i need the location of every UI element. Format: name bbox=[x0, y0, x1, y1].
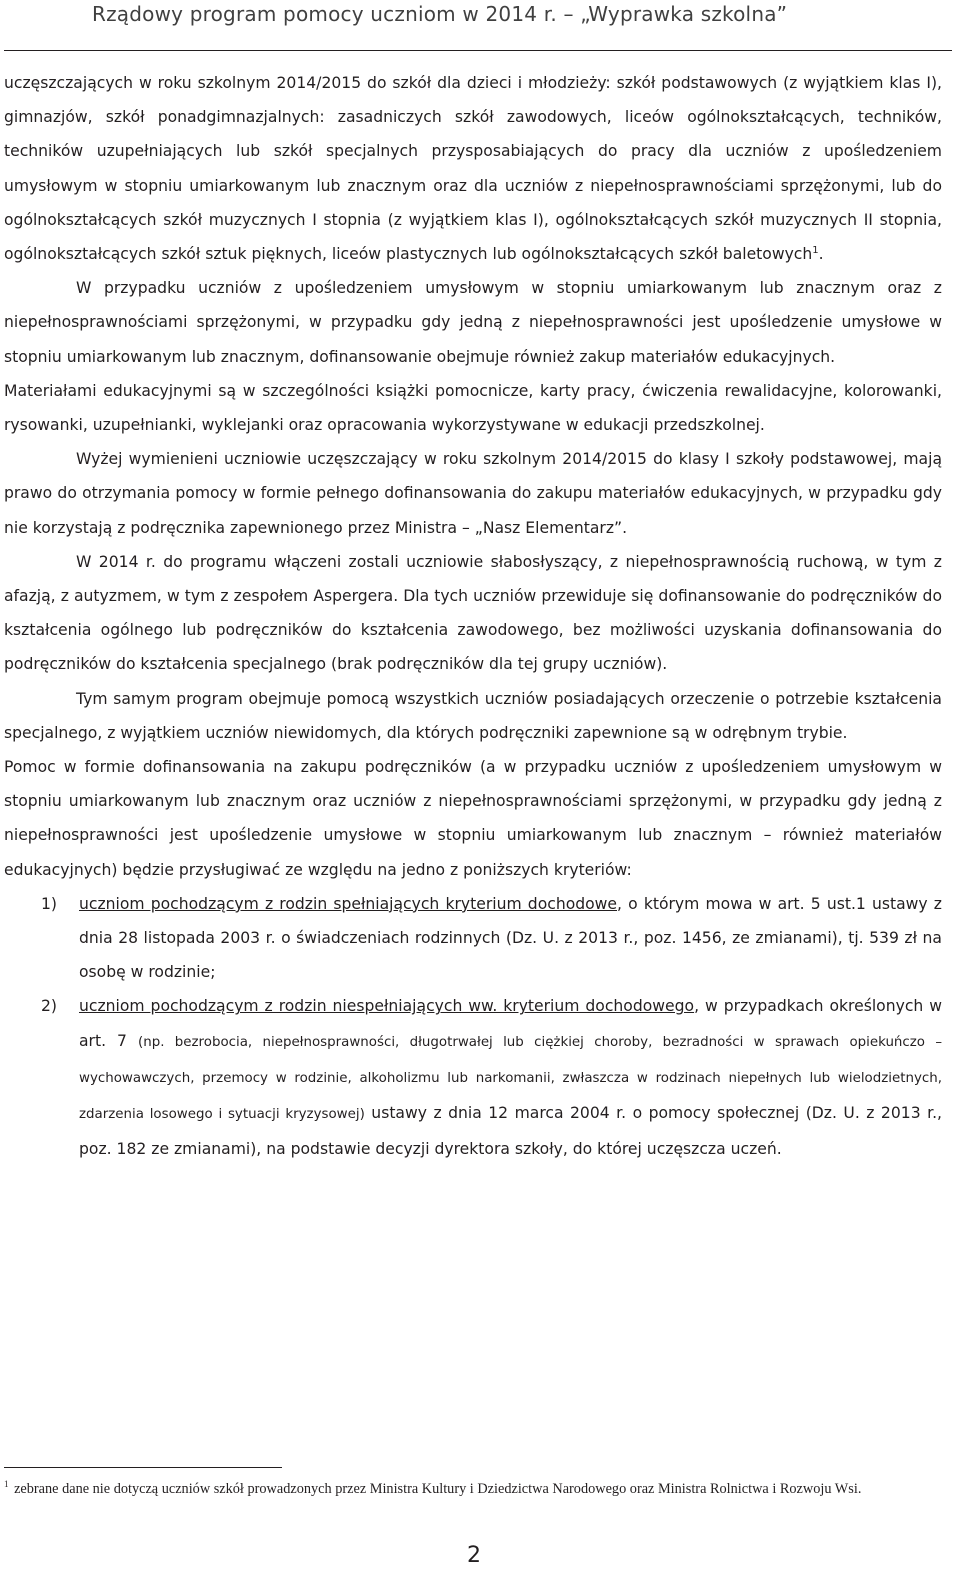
criterion-non-income-text: , w przypadkach określonych w art. 7 bbox=[79, 997, 942, 1050]
criterion-income-text: , o którym mowa w art. 5 ust.1 ustawy z dnia 28 listopada 2003 r. o świadczeniach rodzinnych (Dz. U. z 2013 r., poz. 1456, ze zmianami), tj. 539 zł na osobę w rodzinie; bbox=[79, 894, 942, 982]
paragraph-first-grade: Wyżej wymienieni uczniowie uczęszczający w roku szkolnym 2014/2015 do klasy I szkoły podstawowej, mają prawo do otrzymania pomocy w formie pełnego dofinansowania do zakupu materiałów edukacyjnych, w przypadku gdy nie korzystają z podręcznika zapewnionego przez Ministra – „Nasz Elementarz”. bbox=[4, 450, 942, 537]
paragraph-eligible-schools-text: uczęszczających w roku szkolnym 2014/2015 do szkół dla dzieci i młodzieży: szkół podstawowych (z wyjątkiem klas I), gimnazjów, szkół ponadgimnazjalnych: zasadniczych szkół zawodowych, liceów ogólnokształcących, techników, techników uzupełniających lub szkół specjalnych przysposabiających do pracy dla uczniów z upośledzeniem umysłowym w stopniu umiarkowanym lub znacznym oraz dla uczniów z niepełnosprawnościami sprzężonymi, lub do ogólnokształcących szkół muzycznych I stopnia (z wyjątkiem klas I), ogólnokształcących szkół muzycznych II stopnia, ogólnokształcących szkół sztuk pięknych, liceów plastycznych lub ogólnokształcących szkół baletowych bbox=[4, 74, 942, 264]
list-item-number: 2) bbox=[41, 997, 58, 1016]
header-divider bbox=[4, 50, 952, 51]
criterion-non-income-text-end: ustawy z dnia 12 marca 2004 r. o pomocy społecznej (Dz. U. z 2013 r., poz. 182 ze zmianami), na podstawie decyzji dyrektora szkoły, do której uczęszcza uczeń. bbox=[79, 1104, 942, 1159]
footnote-text: zebrane dane nie dotyczą uczniów szkół prowadzonych przez Ministra Kultury i Dziedzictwa Narodowego oraz Ministra Rolnictwa i Rozwoju Wsi. bbox=[10, 1481, 862, 1497]
document-body bbox=[4, 66, 942, 1167]
footnote-reference[interactable]: 1 bbox=[812, 245, 819, 257]
paragraph-criteria-intro: Pomoc w formie dofinansowania na zakupu podręczników (a w przypadku uczniów z upośledzeniem umysłowym w stopniu umiarkowanym lub znacznym oraz uczniów z niepełnosprawnościami sprzężonymi, w przypadku gdy jedną z niepełnosprawności jest upośledzenie umysłowe w stopniu umiarkowanym lub znacznym – również materiałów edukacyjnych) będzie przysługiwać ze względu na jedno z poniższych kryteriów: bbox=[4, 758, 942, 879]
footnote-mark: 1 bbox=[4, 1479, 9, 1489]
paragraph-materials-definition: Materiałami edukacyjnymi są w szczególności książki pomocnicze, karty pracy, ćwiczenia rewalidacyjne, kolorowanki, rysowanki, uzupełnianki, wyklejanki oraz opracowania wykorzystywane w edukacji przedszkolnej. bbox=[4, 381, 942, 435]
footnote bbox=[4, 1477, 904, 1501]
footnote-divider bbox=[4, 1467, 282, 1468]
paragraph-educational-materials: W przypadku uczniów z upośledzeniem umysłowym w stopniu umiarkowanym lub znacznym oraz z niepełnosprawnościami sprzężonymi, w przypadku gdy jedną z niepełnosprawności jest upośledzenie umysłowe w stopniu umiarkowanym lub znacznym, dofinansowanie obejmuje również zakup materiałów edukacyjnych. bbox=[4, 279, 942, 366]
page-header-title: Rządowy program pomocy uczniom w 2014 r. – „Wyprawka szkolna” bbox=[92, 2, 788, 26]
criteria-list-item bbox=[4, 887, 942, 990]
criteria-list bbox=[4, 887, 942, 1167]
criteria-list-item bbox=[4, 989, 942, 1166]
criterion-income-heading: uczniom pochodzącym z rodzin spełniających kryterium dochodowe bbox=[79, 894, 618, 913]
paragraph-2014-inclusion: W 2014 r. do programu włączeni zostali uczniowie słabosłyszący, z niepełnosprawnością ruchową, w tym z afazją, z autyzmem, w tym z zespołem Aspergera. Dla tych uczniów przewiduje się dofinansowanie do podręczników do kształcenia ogólnego lub podręczników do kształcenia zawodowego, bez możliwości uzyskania dofinansowania do podręczników do kształcenia specjalnego (brak podręczników dla tej grupy uczniów). bbox=[4, 552, 942, 674]
criterion-non-income-heading: uczniom pochodzącym z rodzin niespełniających ww. kryterium dochodowego bbox=[79, 997, 695, 1016]
paragraph-eligible-schools-end: . bbox=[818, 245, 824, 264]
page-number: 2 bbox=[467, 1543, 481, 1568]
paragraph-eligible-schools bbox=[4, 66, 942, 271]
list-item-number: 1) bbox=[41, 894, 58, 913]
criterion-examples-text: (np. bezrobocia, niepełnosprawności, długotrwałej lub ciężkiej choroby, bezradności w sprawach opiekuńczo – wychowawczych, przemocy w rodzinie, alkoholizmu lub narkomanii, zwłaszcza w rodzinach niepełnych lub wielodzietnych, zdarzenia losowego i sytuacji kryzysowej) bbox=[79, 1034, 943, 1123]
paragraph-program-scope: Tym samym program obejmuje pomocą wszystkich uczniów posiadających orzeczenie o potrzebie kształcenia specjalnego, z wyjątkiem uczniów niewidomych, dla których podręczniki zapewnione są w odrębnym trybie. bbox=[4, 689, 942, 742]
